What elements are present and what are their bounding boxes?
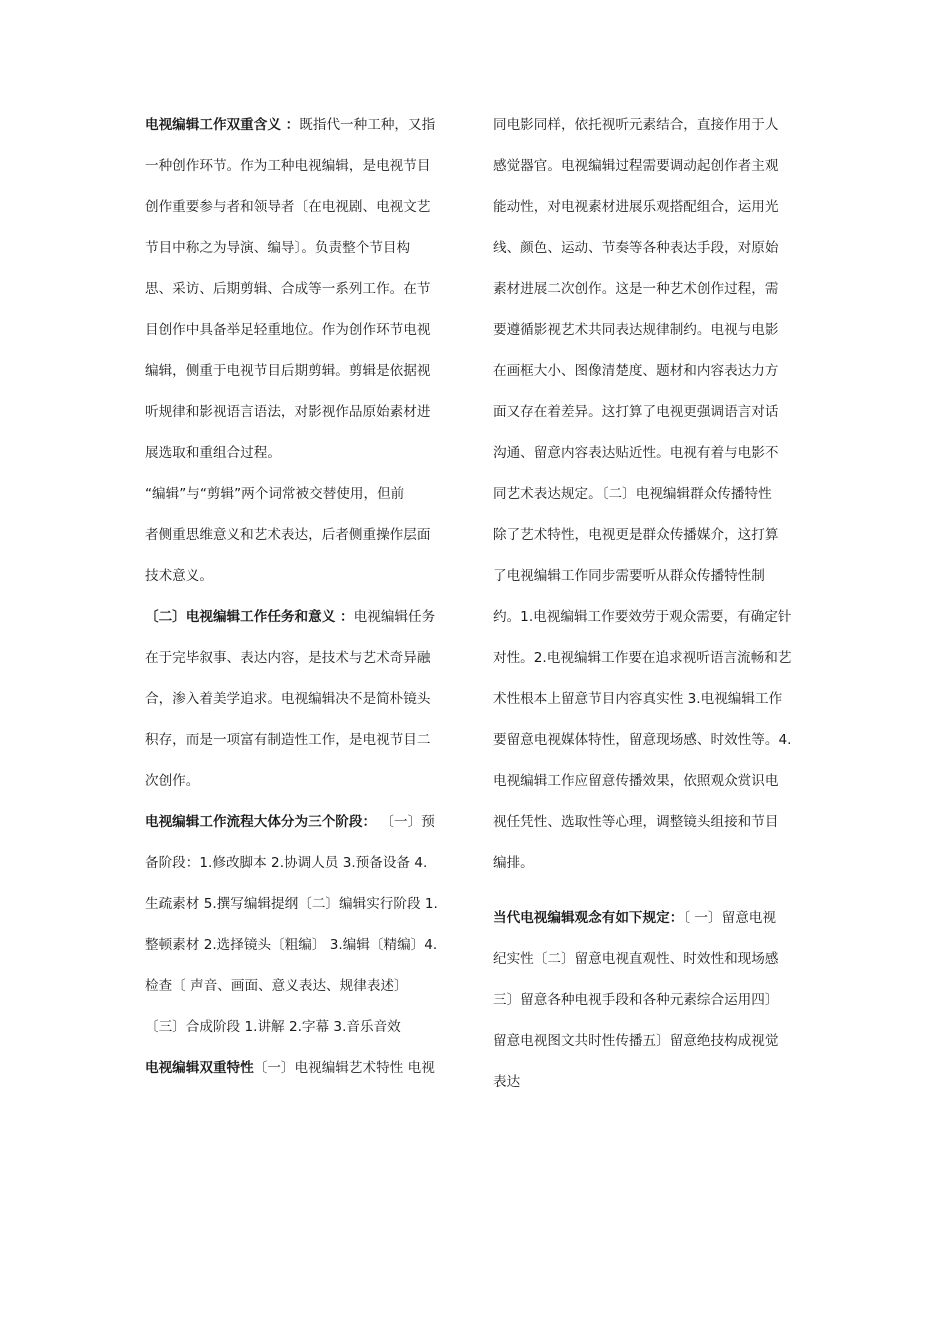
text-line <box>145 1048 463 1089</box>
text-line: 备阶段：1.修改脚本 2.协调人员 3.预备设备 4. <box>145 855 428 871</box>
para-dual-characteristics <box>145 1048 463 1089</box>
heading-modern-concepts: 当代电视编辑观念有如下规定： <box>493 910 684 926</box>
text-line: 表达 <box>493 1074 521 1090</box>
text-run: 〔一〕电视编辑艺术特性 电视 <box>253 1060 435 1076</box>
text-line <box>145 597 463 638</box>
text-run: 既指代一种工种，又指 <box>299 117 436 133</box>
text-run: 〔 一〕留意电视 <box>683 910 776 926</box>
para-modern-concepts <box>493 898 808 1103</box>
heading-workflow: 电视编辑工作流程大体分为三个阶段： <box>145 814 377 830</box>
text-run: 〔一〕预 <box>376 814 435 830</box>
text-line: 者侧重思维意义和艺术表达，后者侧重操作层面 <box>145 527 431 543</box>
text-line: 对性。2.电视编辑工作要在追求视听语言流畅和艺 <box>493 650 792 666</box>
left-column <box>145 105 463 1089</box>
text-line: 在于完毕叙事、表达内容，是技术与艺术奇异融 <box>145 650 431 666</box>
text-line: 同艺术表达规定。〔二〕电视编辑群众传播特性 <box>493 486 772 502</box>
text-line: 编辑，侧重于电视节目后期剪辑。剪辑是依据视 <box>145 363 431 379</box>
text-line: 展选取和重组合过程。 <box>145 445 281 461</box>
text-line: 要留意电视媒体特性，留意现场感、时效性等。4. <box>493 732 792 748</box>
text-line: 生疏素材 5.撰写编辑提纲〔二〕编辑实行阶段 1. <box>145 896 438 912</box>
heading-task-meaning: 〔二〕电视编辑工作任务和意义 ： <box>145 609 354 625</box>
text-line: 〔三〕合成阶段 1.讲解 2.字幕 3.音乐音效 <box>145 1019 401 1035</box>
text-line: 目创作中具备举足轻重地位。作为创作环节电视 <box>145 322 431 338</box>
right-column <box>493 105 808 1103</box>
text-line: 技术意义。 <box>145 568 213 584</box>
text-line <box>145 105 463 146</box>
text-line: 纪实性〔二〕留意电视直观性、时效性和现场感 <box>493 951 779 967</box>
text-line: 听规律和影视语言语法，对影视作品原始素材进 <box>145 404 431 420</box>
text-line: 创作重要参与者和领导者〔在电视剧、电视文艺 <box>145 199 431 215</box>
text-line: 除了艺术特性，电视更是群众传播媒介，这打算 <box>493 527 779 543</box>
text-line: 检查〔 声音、画面、意义表达、规律表述〕 <box>145 978 408 994</box>
text-line: 面又存在着差异。这打算了电视更强调语言对话 <box>493 404 779 420</box>
text-line <box>493 898 808 939</box>
text-line: 视任凭性、选取性等心理，调整镜头组接和节目 <box>493 814 779 830</box>
text-line: 线、颜色、运动、节奏等各种表达手段，对原始 <box>493 240 779 256</box>
heading-dual-characteristics: 电视编辑双重特性 <box>145 1060 254 1076</box>
text-line: 一种创作环节。作为工种电视编辑，是电视节目 <box>145 158 431 174</box>
text-line: 约。1.电视编辑工作要效劳于观众需要，有确定针 <box>493 609 792 625</box>
text-line: 在画框大小、图像清楚度、题材和内容表达力方 <box>493 363 779 379</box>
para-task-meaning <box>145 597 463 802</box>
text-line: 感觉器官。电视编辑过程需要调动起创作者主观 <box>493 158 779 174</box>
para-art-and-mass-communication <box>493 105 808 884</box>
text-line: 思、采访、后期剪辑、合成等一系列工作。在节 <box>145 281 431 297</box>
text-line: 电视编辑工作应留意传播效果，依照观众赏识电 <box>493 773 779 789</box>
paragraph-spacer <box>493 884 808 898</box>
text-line: 了电视编辑工作同步需要听从群众传播特性制 <box>493 568 765 584</box>
para-editing-vs-cutting <box>145 474 463 597</box>
text-line: 素材进展二次创作。这是一种艺术创作过程，需 <box>493 281 779 297</box>
text-line <box>145 802 463 843</box>
text-line: 留意电视图文共时性传播五〕留意绝技构成视觉 <box>493 1033 779 1049</box>
text-line: 积存，而是一项富有制造性工作，是电视节目二 <box>145 732 431 748</box>
text-line: 能动性，对电视素材进展乐观搭配组合，运用光 <box>493 199 779 215</box>
text-line: 编排。 <box>493 855 534 871</box>
text-line: 沟通、留意内容表达贴近性。电视有着与电影不 <box>493 445 779 461</box>
para-workflow <box>145 802 463 1048</box>
text-line: “编辑”与“剪辑”两个词常被交替使用，但前 <box>145 486 405 502</box>
para-dual-meaning <box>145 105 463 474</box>
text-line: 同电影同样，依托视听元素结合，直接作用于人 <box>493 117 779 133</box>
text-line: 要遵循影视艺术共同表达规律制约。电视与电影 <box>493 322 779 338</box>
heading-dual-meaning: 电视编辑工作双重含义 ： <box>145 117 300 133</box>
text-line: 三〕留意各种电视手段和各种元素综合运用四〕 <box>493 992 779 1008</box>
text-line: 整顿素材 2.选择镜头〔粗编〕 3.编辑〔精编〕4. <box>145 937 438 953</box>
text-line: 次创作。 <box>145 773 200 789</box>
text-line: 合，渗入着美学追求。电视编辑决不是简朴镜头 <box>145 691 431 707</box>
text-line: 术性根本上留意节目内容真实性 3.电视编辑工作 <box>493 691 783 707</box>
text-run: 电视编辑任务 <box>353 609 436 625</box>
text-line: 节目中称之为导演、编导〕。负责整个节目构 <box>145 240 411 256</box>
